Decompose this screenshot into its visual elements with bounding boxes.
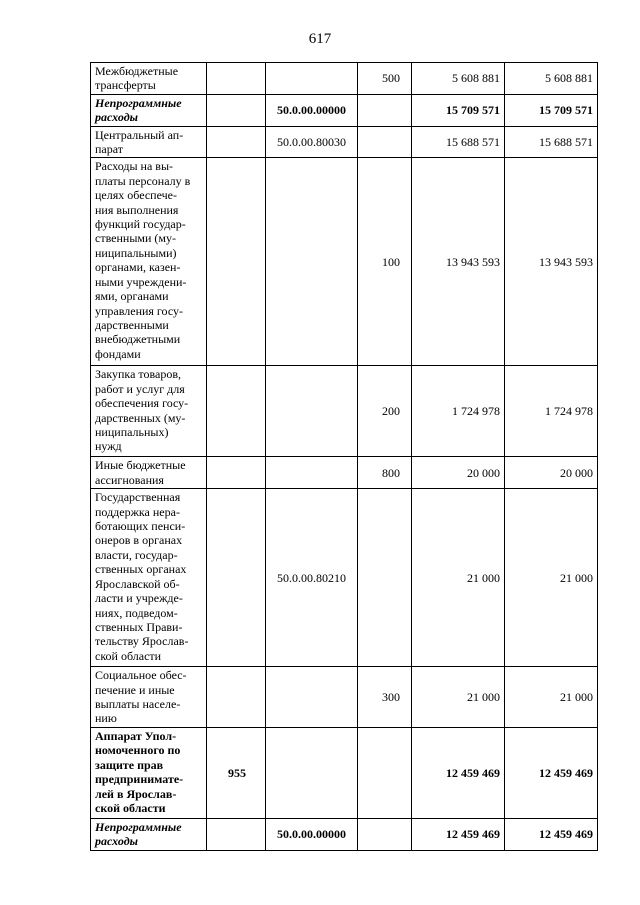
target-article-cell xyxy=(266,667,358,728)
page-number: 617 xyxy=(308,31,332,47)
expense-type-cell: 100 xyxy=(358,158,412,366)
expense-type-cell xyxy=(358,727,412,818)
department-code-cell xyxy=(207,667,266,728)
amount-cell: 21 000 xyxy=(412,667,505,728)
amount-cell: 21 000 xyxy=(505,667,598,728)
amount-cell: 20 000 xyxy=(505,457,598,489)
expense-type-cell xyxy=(358,94,412,126)
amount-cell: 20 000 xyxy=(412,457,505,489)
amount-cell: 15 709 571 xyxy=(412,94,505,126)
amount-cell: 12 459 469 xyxy=(505,818,598,850)
row-name-cell: Межбюджетные трансферты xyxy=(91,63,207,95)
row-name-cell: Закупка товаров, работ и услуг для обеспечения госу- дарственных (му- ниципальных) нужд xyxy=(91,366,207,457)
row-name-cell: Иные бюджетные ассигнования xyxy=(91,457,207,489)
table-row xyxy=(91,727,598,818)
expense-type-cell xyxy=(358,489,412,667)
row-name-cell: Непрограммные расходы xyxy=(91,818,207,850)
table-row xyxy=(91,667,598,728)
expense-type-cell: 200 xyxy=(358,366,412,457)
table-row xyxy=(91,63,598,95)
amount-cell: 13 943 593 xyxy=(412,158,505,366)
table-row xyxy=(91,366,598,457)
table-row xyxy=(91,158,598,366)
department-code-cell xyxy=(207,63,266,95)
target-article-cell: 50.0.00.00000 xyxy=(266,818,358,850)
table-row xyxy=(91,94,598,126)
department-code-cell xyxy=(207,818,266,850)
amount-cell: 21 000 xyxy=(412,489,505,667)
row-name-cell: Центральный ап- парат xyxy=(91,126,207,158)
target-article-cell: 50.0.00.80210 xyxy=(266,489,358,667)
target-article-cell xyxy=(266,366,358,457)
amount-cell: 21 000 xyxy=(505,489,598,667)
department-code-cell xyxy=(207,366,266,457)
amount-cell: 5 608 881 xyxy=(412,63,505,95)
department-code-cell xyxy=(207,158,266,366)
amount-cell: 13 943 593 xyxy=(505,158,598,366)
target-article-cell xyxy=(266,457,358,489)
expense-type-cell: 300 xyxy=(358,667,412,728)
amount-cell: 1 724 978 xyxy=(412,366,505,457)
row-name-cell: Социальное обес- печение и иные выплаты населе- нию xyxy=(91,667,207,728)
amount-cell: 15 709 571 xyxy=(505,94,598,126)
target-article-cell xyxy=(266,63,358,95)
row-name-cell: Аппарат Упол- номоченного по защите прав предпринимате- лей в Ярослав- ской области xyxy=(91,727,207,818)
amount-cell: 12 459 469 xyxy=(505,727,598,818)
expense-type-cell xyxy=(358,126,412,158)
expense-type-cell: 500 xyxy=(358,63,412,95)
amount-cell: 12 459 469 xyxy=(412,818,505,850)
expense-type-cell: 800 xyxy=(358,457,412,489)
table-row xyxy=(91,489,598,667)
amount-cell: 12 459 469 xyxy=(412,727,505,818)
row-name-cell: Государственная поддержка нера- ботающих пенси- онеров в органах власти, государ- ственных органах Ярославской об- ласти и учрежде- ниях, подведом- ственных Прави- тельству Ярослав- ской области xyxy=(91,489,207,667)
budget-table xyxy=(90,62,598,851)
target-article-cell: 50.0.00.80030 xyxy=(266,126,358,158)
department-code-cell: 955 xyxy=(207,727,266,818)
expense-type-cell xyxy=(358,818,412,850)
target-article-cell: 50.0.00.00000 xyxy=(266,94,358,126)
table-row xyxy=(91,457,598,489)
department-code-cell xyxy=(207,457,266,489)
table-row xyxy=(91,126,598,158)
row-name-cell: Непрограммные расходы xyxy=(91,94,207,126)
table-row xyxy=(91,818,598,850)
amount-cell: 15 688 571 xyxy=(412,126,505,158)
amount-cell: 5 608 881 xyxy=(505,63,598,95)
amount-cell: 15 688 571 xyxy=(505,126,598,158)
department-code-cell xyxy=(207,126,266,158)
target-article-cell xyxy=(266,158,358,366)
amount-cell: 1 724 978 xyxy=(505,366,598,457)
row-name-cell: Расходы на вы- платы персоналу в целях обеспече- ния выполнения функций государ- ственными (му- ниципальными) органами, казен- ными учреждени- ями, органами управления госу- дарственными внебюджетными фондами xyxy=(91,158,207,366)
target-article-cell xyxy=(266,727,358,818)
department-code-cell xyxy=(207,489,266,667)
department-code-cell xyxy=(207,94,266,126)
